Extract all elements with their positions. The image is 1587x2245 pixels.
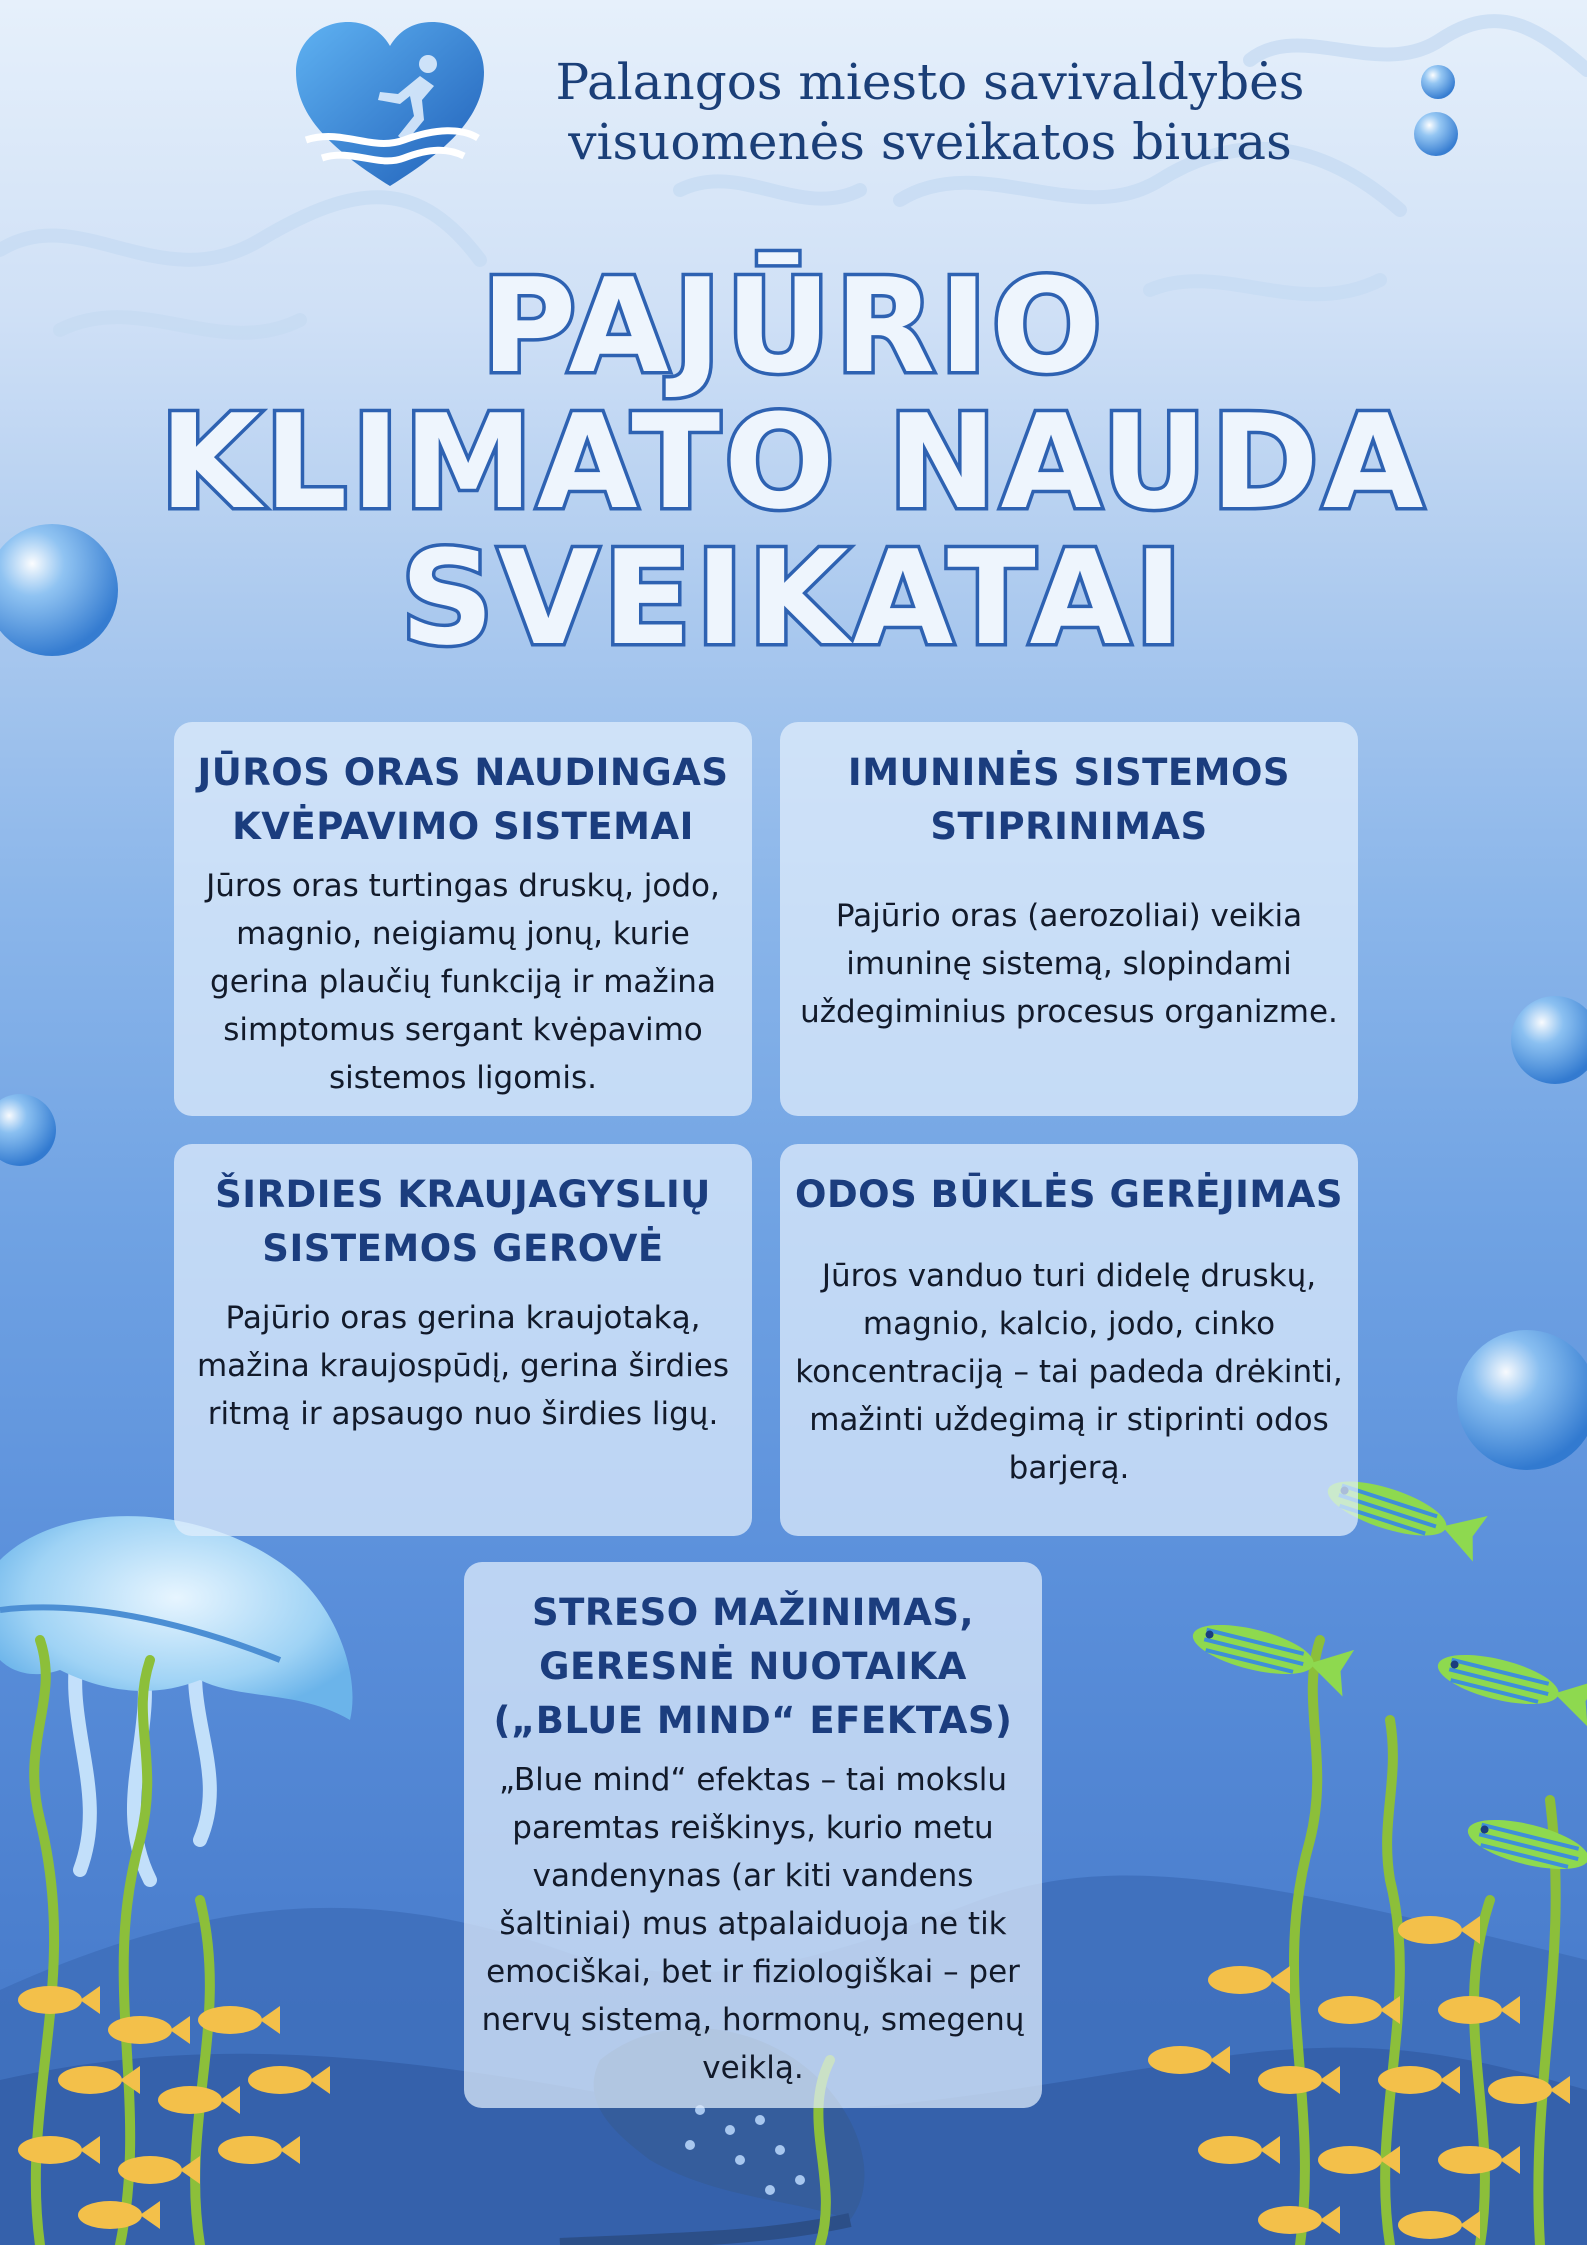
card-body: Pajūrio oras gerina kraujotaką, mažina kraujospūdį, gerina širdies ritmą ir apsaugo nuo širdies ligų.: [196, 1300, 730, 1432]
card-title: JŪROS ORAS NAUDINGAS KVĖPAVIMO SISTEMAI: [197, 751, 729, 848]
jellyfish-icon: [0, 1516, 353, 1880]
title-line-3: SVEIKATAI: [400, 522, 1187, 674]
bubble-icon: [1421, 65, 1455, 99]
card-cardiovascular: [174, 1144, 752, 1536]
fish-icon: [1187, 1611, 1354, 1696]
card-body: Jūros oras turtingas druskų, jodo, magnio, neigiamų jonų, kurie gerina plaučių funkciją ir mažina simptomus sergant kvėpavimo sistemos ligomis.: [206, 868, 720, 1096]
title-line-2: KLIMATO NAUDA: [159, 386, 1428, 538]
title-line-1: PAJŪRIO: [481, 250, 1106, 402]
card-body: Pajūrio oras (aerozoliai) veikia imuninę sistemą, slopindami uždegiminius procesus organizme.: [800, 898, 1338, 1030]
card-title: STRESO MAŽINIMAS, GERESNĖ NUOTAIKA („BLUE MIND“ EFEKTAS): [493, 1591, 1013, 1742]
heart-logo-icon: [292, 20, 488, 190]
card-title: ODOS BŪKLĖS GERĖJIMAS: [795, 1173, 1343, 1216]
bubble-icon: [1511, 996, 1587, 1084]
card-respiratory: [174, 722, 752, 1116]
card-stress: [464, 1562, 1042, 2108]
poster-title: [0, 250, 1587, 674]
fish-icon: [1462, 1806, 1587, 1891]
bubble-icon: [1414, 112, 1458, 156]
card-title: ŠIRDIES KRAUJAGYSLIŲ SISTEMOS GEROVĖ: [215, 1173, 711, 1270]
fish-icon: [1432, 1641, 1587, 1726]
header: [280, 20, 1340, 190]
organization-name-line-1: Palangos miesto savivaldybės: [555, 53, 1305, 111]
card-body: „Blue mind“ efektas – tai mokslu paremtas reiškinys, kurio metu vandenynas (ar kiti vandens šaltiniai) mus atpalaiduoja ne tik emociškai, bet ir fiziologiškai – per nervų sistemą, hormonų, smegenų veiklą.: [481, 1762, 1025, 2086]
bubble-icon: [1457, 1330, 1587, 1470]
card-immune: [780, 722, 1358, 1116]
bubble-icon: [0, 1094, 56, 1166]
organization-name: [520, 52, 1340, 172]
card-skin: [780, 1144, 1358, 1536]
card-title: IMUNINĖS SISTEMOS STIPRINIMAS: [847, 751, 1291, 848]
card-body: Jūros vanduo turi didelę druskų, magnio, kalcio, jodo, cinko koncentraciją – tai padeda drėkinti, mažinti uždegimą ir stiprinti odos barjerą.: [795, 1258, 1343, 1486]
organization-name-line-2: visuomenės sveikatos biuras: [568, 113, 1292, 171]
